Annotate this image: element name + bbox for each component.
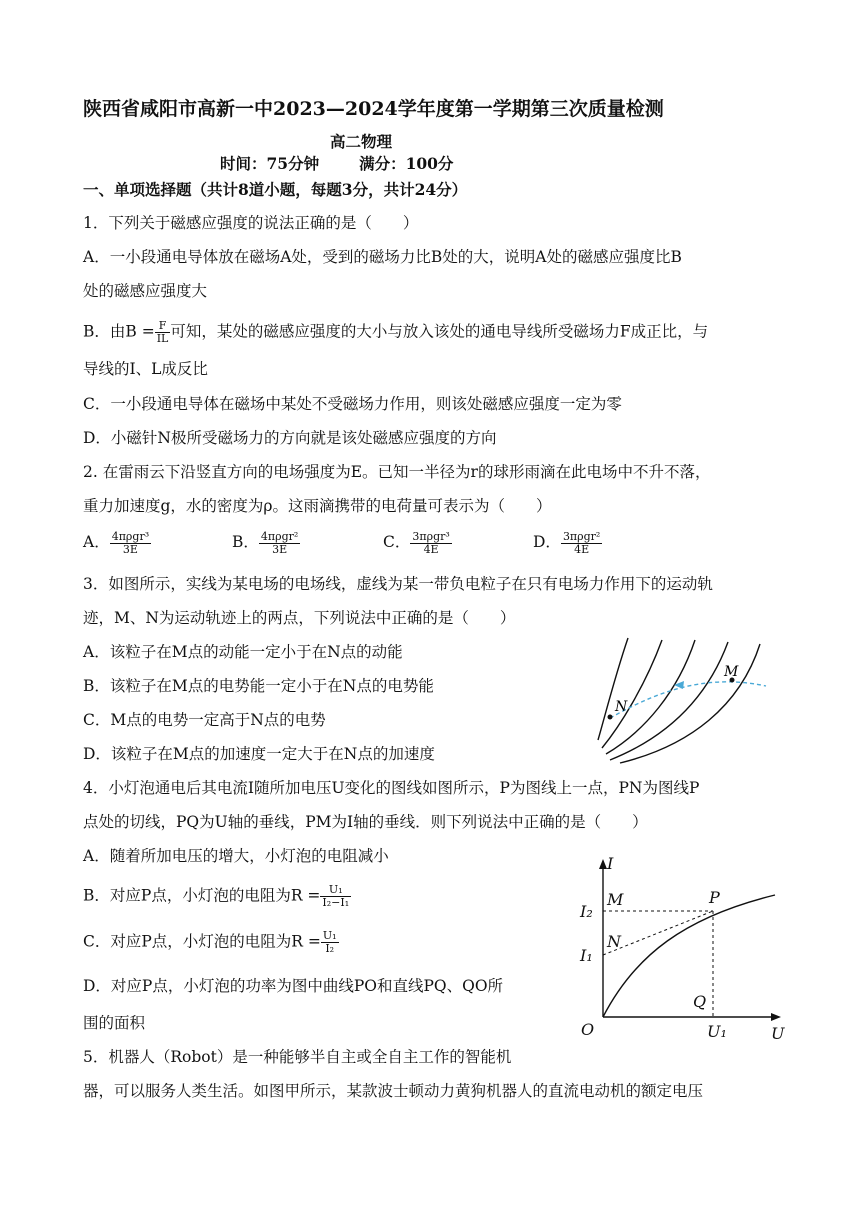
q1-b-num: F [155, 320, 171, 333]
field-line-1 [598, 638, 628, 740]
q2-c-den: 4E [423, 542, 439, 556]
q1-b-post: 可知，某处的磁感应强度的大小与放入该处的通电导线所受磁场力F成正比，与 [170, 322, 709, 341]
q1-option-a: A．一小段通电导体放在磁场A处，受到的磁场力比B处的大，说明A处的磁感应强度比B [83, 248, 682, 266]
q2-d-label: D． [533, 533, 561, 551]
q4-option-c [83, 930, 339, 955]
score-label: 满分：100分 [359, 154, 454, 173]
q2-line1: 2. 在雷雨云下沿竖直方向的电场强度为E。已知一半径为r的球形雨滴在此电场中不升不落， [83, 463, 711, 481]
label-p-point: P [709, 888, 720, 907]
q2-a-label: A． [83, 533, 110, 551]
q3-option-b: B．该粒子在M点的电势能一定小于在N点的电势能 [83, 677, 434, 695]
q4-option-b [83, 884, 351, 909]
point-n [608, 715, 613, 720]
section-heading: 一、单项选择题（共计8道小题，每题3分，共计24分） [83, 180, 468, 199]
iu-graph-figure [575, 855, 790, 1050]
q1-b-pre: B．由B = [83, 322, 155, 341]
exam-meta [220, 152, 493, 174]
q2-a-num: 4πρgr³ [111, 529, 150, 543]
q2-line2: 重力加速度g，水的密度为ρ。这雨滴携带的电荷量可表示为（ ） [83, 497, 552, 515]
q4-line1: 4．小灯泡通电后其电流I随所加电压U变化的图线如图所示，P为图线上一点，PN为图线P [83, 779, 700, 797]
label-m: M [724, 664, 739, 680]
time-label: 时间：75分钟 [220, 154, 320, 173]
q4-c-num: U₁ [322, 929, 337, 942]
q1-b-den: IL [156, 332, 169, 345]
q2-d-num: 3πρgr² [562, 529, 601, 543]
label-i1: I₁ [580, 946, 593, 965]
q1-stem: 1．下列关于磁感应强度的说法正确的是（ ） [83, 214, 419, 232]
q1-option-b [83, 320, 708, 345]
q3-option-c: C．M点的电势一定高于N点的电势 [83, 711, 326, 729]
label-i2: I₂ [580, 902, 593, 921]
label-origin: O [581, 1020, 595, 1039]
q1-b-fraction [155, 320, 171, 345]
i-axis-arrow-icon [599, 859, 607, 869]
q4-b-den: I₂−I₁ [322, 896, 350, 909]
q4-option-d-cont: 围的面积 [83, 1014, 146, 1032]
q2-b-label: B． [232, 533, 259, 551]
q4-c-pre: C．对应P点，小灯泡的电阻为R = [83, 932, 321, 951]
q4-b-fraction [320, 884, 351, 909]
q1-option-a-cont: 处的磁感应强度大 [83, 282, 208, 300]
q5-line2: 器，可以服务人类生活。如图甲所示，某款波士顿动力黄狗机器人的直流电动机的额定电压 [83, 1082, 704, 1100]
label-m-point: M [607, 890, 624, 909]
q1-option-c: C．一小段通电导体在磁场中某处不受磁场力作用，则该处磁感应强度一定为零 [83, 395, 622, 413]
q3-option-d: D．该粒子在M点的加速度一定大于在N点的加速度 [83, 745, 435, 763]
q3-option-a: A．该粒子在M点的动能一定小于在N点的动能 [83, 643, 403, 661]
iu-curve [603, 895, 775, 1017]
q2-d-fraction [561, 531, 602, 556]
subject-label: 高二物理 [330, 132, 393, 151]
field-lines-figure [590, 636, 770, 764]
label-n-point: N [607, 932, 621, 951]
q4-option-d: D．对应P点，小灯泡的功率为图中曲线PO和直线PQ、QO所 [83, 977, 504, 995]
q4-b-num: U₁ [320, 884, 351, 897]
q1-option-d: D．小磁针N极所受磁场力的方向就是该处磁感应强度的方向 [83, 429, 497, 447]
q4-line2: 点处的切线，PQ为U轴的垂线，PM为I轴的垂线．则下列说法中正确的是（ ） [83, 813, 648, 831]
field-line-4 [610, 642, 728, 760]
q4-b-pre: B．对应P点，小灯泡的电阻为R = [83, 886, 321, 905]
q2-b-num: 4πρgr² [260, 529, 299, 543]
q2-option-a [83, 530, 151, 556]
q2-a-den: 3E [122, 542, 138, 556]
label-u1: U₁ [707, 1022, 727, 1041]
q2-option-d [533, 530, 602, 556]
q4-c-den: I₂ [325, 942, 335, 955]
u-axis-arrow-icon [771, 1013, 781, 1021]
q2-c-num: 3πρgr³ [412, 529, 450, 543]
label-n: N [615, 699, 628, 715]
q2-option-c [383, 530, 452, 556]
q5-line1: 5．机器人（Robot）是一种能够半自主或全自主工作的智能机 [83, 1048, 512, 1066]
q2-d-den: 4E [574, 542, 590, 556]
q3-line1: 3．如图所示，实线为某电场的电场线，虚线为某一带负电粒子在只有电场力作用下的运动轨 [83, 575, 713, 593]
q4-c-fraction [321, 930, 339, 955]
q2-b-den: 3E [272, 542, 288, 556]
q2-b-fraction [259, 531, 300, 556]
q2-option-b [232, 530, 300, 556]
page-title: 陕西省咸阳市高新一中2023—2024学年度第一学期第三次质量检测 [83, 98, 664, 120]
q4-option-a: A．随着所加电压的增大，小灯泡的电阻减小 [83, 847, 389, 865]
field-line-3 [606, 640, 695, 754]
label-q-point: Q [693, 992, 707, 1011]
label-i-axis: I [607, 855, 614, 873]
q1-option-b-cont: 导线的I、L成反比 [83, 360, 208, 378]
label-u-axis: U [771, 1024, 785, 1043]
q2-c-fraction [410, 531, 451, 556]
q2-c-label: C． [383, 533, 411, 551]
q3-line2: 迹，M、N为运动轨迹上的两点，下列说法中正确的是（ ） [83, 609, 516, 627]
q2-a-fraction [110, 531, 151, 556]
